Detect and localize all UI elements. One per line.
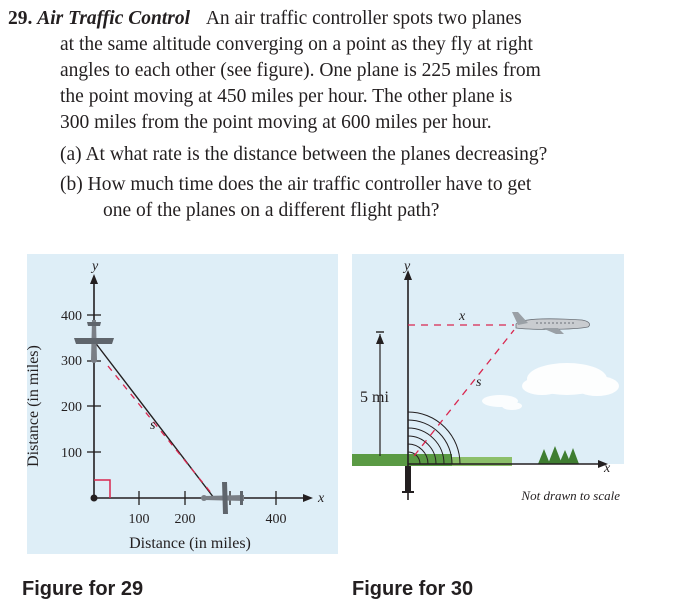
problem-text-line: angles to each other (see figure). One plane is 225 miles from — [60, 60, 541, 81]
problem-title: Air Traffic Control — [37, 8, 191, 29]
x-tick-label: 200 — [174, 512, 196, 527]
part-a-label: (a) — [60, 144, 82, 165]
problem-text-line: the point moving at 450 miles per hour. The other plane is — [60, 86, 513, 107]
y-tick-label: 200 — [61, 400, 82, 415]
top-x-label: x — [459, 309, 466, 324]
y-tick-label: 300 — [61, 354, 82, 369]
part-a-text: At what rate is the distance between the planes decreasing? — [85, 144, 548, 165]
x-axis-letter: x — [318, 491, 325, 506]
x-axis-title: Distance (in miles) — [129, 535, 251, 552]
problem-text — [8, 6, 636, 224]
figure-30 — [352, 254, 624, 506]
problem-number: 29. — [8, 8, 33, 29]
figure-29-caption: Figure for 29 — [22, 578, 144, 600]
x-tick-label: 100 — [128, 512, 150, 527]
problem-text-line: at the same altitude converging on a point as they fly at right — [60, 34, 533, 55]
problem-text-line: An air traffic controller spots two planes — [205, 8, 522, 29]
figure-30-caption: Figure for 30 — [352, 578, 474, 600]
origin-point — [91, 495, 98, 502]
y-axis-letter: y — [404, 259, 411, 274]
not-to-scale-note: Not drawn to scale — [521, 488, 620, 503]
y-tick-label: 400 — [61, 309, 82, 324]
part-b — [8, 172, 636, 198]
part-b-text: How much time does the air traffic controller have to get — [87, 174, 532, 195]
segment-label-s: s — [476, 375, 482, 390]
part-b-text: one of the planes on a different flight path? — [103, 200, 440, 221]
x-tick-label: 400 — [265, 512, 287, 527]
y-axis-letter: y — [92, 259, 99, 274]
y-axis-title: Distance (in miles) — [25, 345, 42, 467]
y-tick-label: 100 — [61, 446, 82, 461]
figure-29 — [22, 254, 338, 554]
part-b-label: (b) — [60, 174, 83, 195]
height-label: 5 mi — [360, 389, 389, 406]
segment-label-s: s — [150, 418, 156, 433]
problem-line-1 — [8, 6, 636, 32]
x-axis-letter: x — [604, 461, 611, 476]
part-a — [8, 142, 636, 168]
problem-text-line: 300 miles from the point moving at 600 miles per hour. — [60, 112, 492, 133]
